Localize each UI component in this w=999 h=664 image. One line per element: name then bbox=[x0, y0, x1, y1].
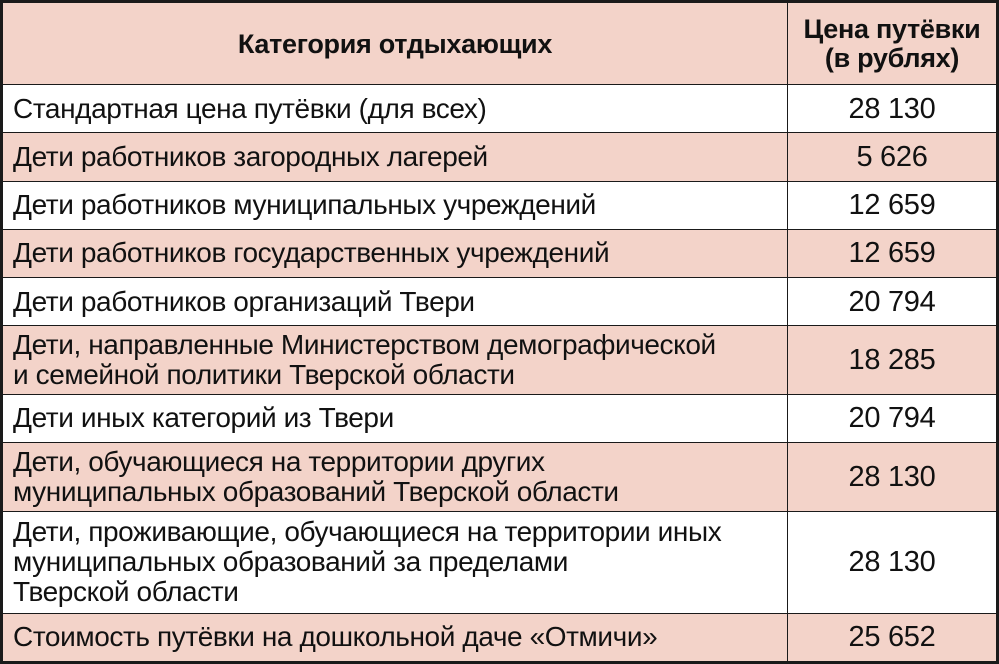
table-row bbox=[3, 443, 997, 511]
row-category-line: Стандартная цена путёвки (для всех) bbox=[13, 92, 487, 124]
row-price: 20 794 bbox=[788, 278, 997, 326]
row-price: 20 794 bbox=[788, 394, 997, 442]
row-category bbox=[3, 326, 788, 394]
row-category bbox=[3, 278, 788, 326]
row-category bbox=[3, 133, 788, 181]
header-price bbox=[788, 3, 997, 85]
row-price: 28 130 bbox=[788, 85, 997, 133]
price-table bbox=[2, 2, 997, 662]
row-category-line: Дети работников загородных лагерей bbox=[13, 140, 488, 172]
row-category-line: Дети иных категорий из Твери bbox=[13, 402, 394, 434]
row-category-line: Дети работников муниципальных учреждений bbox=[13, 189, 596, 221]
row-category bbox=[3, 511, 788, 613]
row-price: 18 285 bbox=[788, 326, 997, 394]
row-price: 28 130 bbox=[788, 511, 997, 613]
row-category-line: Дети, обучающиеся на территории других bbox=[13, 445, 545, 477]
header-price-line1: Цена путёвки bbox=[803, 13, 981, 44]
row-category bbox=[3, 394, 788, 442]
row-price: 25 652 bbox=[788, 613, 997, 661]
row-category-line: Тверской области bbox=[13, 576, 239, 608]
table-row bbox=[3, 326, 997, 394]
header-category: Категория отдыхающих bbox=[3, 3, 788, 85]
table-row bbox=[3, 229, 997, 277]
table-row bbox=[3, 278, 997, 326]
row-category bbox=[3, 229, 788, 277]
row-price: 12 659 bbox=[788, 181, 997, 229]
row-category bbox=[3, 443, 788, 511]
table-row bbox=[3, 181, 997, 229]
table-row bbox=[3, 613, 997, 661]
row-category-line: и семейной политики Тверской области bbox=[13, 359, 515, 391]
row-price: 28 130 bbox=[788, 443, 997, 511]
row-category-line: Дети, направленные Министерством демографической bbox=[13, 329, 716, 361]
table-header-row bbox=[3, 3, 997, 85]
row-category bbox=[3, 181, 788, 229]
row-category-line: Дети, проживающие, обучающиеся на территории иных bbox=[13, 516, 722, 548]
table-row bbox=[3, 511, 997, 613]
row-category bbox=[3, 613, 788, 661]
row-category-line: Дети работников государственных учреждений bbox=[13, 237, 610, 269]
row-price: 12 659 bbox=[788, 229, 997, 277]
table-row bbox=[3, 394, 997, 442]
header-price-line2: (в рублях) bbox=[824, 42, 960, 73]
row-category-line: Дети работников организаций Твери bbox=[13, 285, 475, 317]
row-category-line: муниципальных образований за пределами bbox=[13, 546, 569, 578]
table-row bbox=[3, 133, 997, 181]
row-price: 5 626 bbox=[788, 133, 997, 181]
row-category bbox=[3, 85, 788, 133]
row-category-line: муниципальных образований Тверской области bbox=[13, 475, 619, 507]
table-row bbox=[3, 85, 997, 133]
row-category-line: Стоимость путёвки на дошкольной даче «Отмичи» bbox=[13, 621, 658, 653]
